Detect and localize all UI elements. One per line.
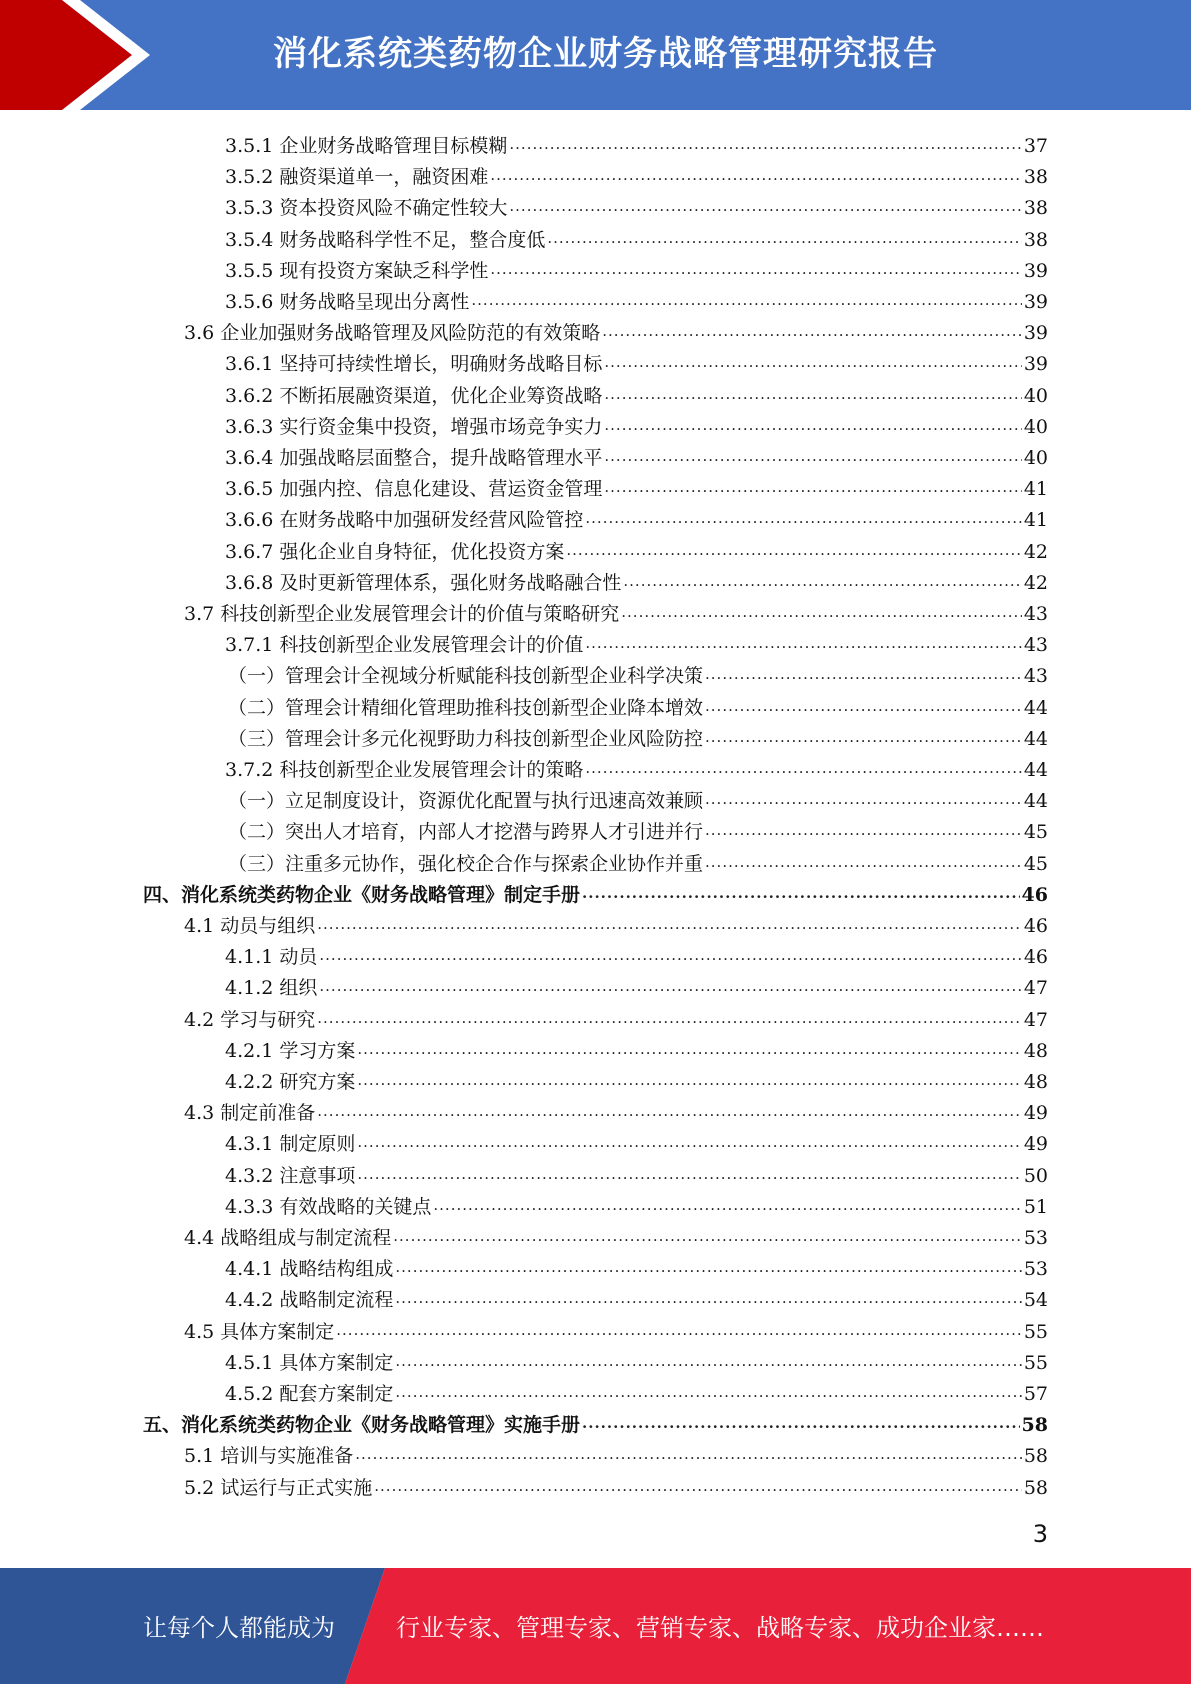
toc-dot-leader	[393, 1224, 1022, 1248]
toc-entry-label: 5.2 试运行与正式实施	[184, 1476, 373, 1499]
toc-dot-leader	[585, 631, 1021, 655]
toc-entry[interactable]	[184, 1001, 1048, 1032]
toc-dot-leader	[357, 1037, 1021, 1061]
toc-entry[interactable]	[184, 595, 1048, 626]
toc-dot-leader	[395, 1380, 1021, 1404]
toc-entry-page: 44	[1023, 696, 1048, 719]
toc-entry[interactable]	[225, 127, 1048, 158]
toc-entry-label: 4.1.2 组织	[225, 977, 318, 1000]
toc-entry[interactable]	[225, 439, 1048, 470]
toc-entry-label: 4.3 制定前准备	[184, 1102, 316, 1125]
toc-entry-page: 58	[1023, 1476, 1048, 1499]
toc-entry-label: 4.5 具体方案制定	[184, 1320, 335, 1343]
toc-dot-leader	[604, 444, 1021, 468]
toc-dot-leader	[582, 1411, 1020, 1435]
toc-dot-leader	[604, 350, 1021, 374]
toc-entry[interactable]	[228, 720, 1048, 751]
toc-entry-page: 50	[1023, 1164, 1048, 1187]
toc-entry[interactable]	[225, 158, 1048, 189]
toc-entry-page: 44	[1023, 790, 1048, 813]
toc-entry[interactable]	[184, 907, 1048, 938]
toc-entry-label: 4.5.2 配套方案制定	[225, 1383, 394, 1405]
toc-entry-label: 3.5.3 资本投资风险不确定性较大	[225, 197, 508, 220]
toc-entry[interactable]	[225, 1063, 1048, 1094]
toc-entry-page: 54	[1023, 1289, 1048, 1312]
toc-entry[interactable]	[184, 1469, 1048, 1500]
toc-entry-label: 4.2 学习与研究	[184, 1008, 316, 1031]
toc-entry-page: 37	[1023, 135, 1048, 157]
page-header	[0, 0, 1191, 110]
toc-entry-label: 3.7 科技创新型企业发展管理会计的价值与策略研究	[184, 603, 620, 625]
toc-entry[interactable]	[225, 345, 1048, 376]
toc-entry[interactable]	[184, 1313, 1048, 1344]
toc-entry-page: 48	[1023, 1039, 1048, 1062]
toc-dot-leader	[566, 538, 1021, 562]
toc-entry-page: 38	[1023, 197, 1048, 220]
toc-entry[interactable]	[225, 1157, 1048, 1188]
toc-entry[interactable]	[143, 1406, 1048, 1437]
toc-entry[interactable]	[225, 626, 1048, 657]
toc-entry-page: 53	[1023, 1258, 1048, 1281]
toc-dot-leader	[357, 1162, 1021, 1186]
toc-entry-page: 41	[1023, 478, 1048, 501]
toc-entry-page: 40	[1023, 415, 1048, 438]
toc-entry-page: 46	[1023, 915, 1048, 937]
toc-entry-page: 39	[1023, 291, 1048, 313]
toc-dot-leader	[319, 943, 1021, 967]
toc-entry[interactable]	[225, 470, 1048, 501]
toc-entry-label: 3.6.6 在财务战略中加强研发经营风险管控	[225, 509, 584, 532]
toc-entry-page: 39	[1023, 322, 1048, 345]
toc-entry-page: 43	[1023, 634, 1048, 657]
toc-entry[interactable]	[184, 314, 1048, 345]
toc-dot-leader	[433, 1193, 1021, 1217]
toc-entry[interactable]	[143, 876, 1048, 907]
toc-entry-label: （三）管理会计多元化视野助力科技创新型企业风险防控	[228, 727, 704, 750]
toc-dot-leader	[604, 382, 1021, 406]
toc-entry[interactable]	[225, 969, 1048, 1000]
toc-entry-page: 49	[1023, 1102, 1048, 1125]
toc-entry[interactable]	[225, 564, 1048, 595]
toc-dot-leader	[319, 974, 1021, 998]
toc-entry[interactable]	[228, 689, 1048, 720]
toc-entry-page: 58	[1021, 1414, 1048, 1437]
toc-entry-label: 3.5.2 融资渠道单一，融资困难	[225, 166, 489, 189]
toc-entry-label: 3.5.4 财务战略科学性不足，整合度低	[225, 228, 546, 251]
toc-dot-leader	[374, 1474, 1022, 1498]
toc-entry-label: 3.6.5 加强内控、信息化建设、营运资金管理	[225, 478, 603, 501]
toc-entry-page: 49	[1023, 1133, 1048, 1156]
toc-entry[interactable]	[225, 1344, 1048, 1375]
toc-entry-page: 48	[1023, 1071, 1048, 1093]
toc-entry[interactable]	[228, 813, 1048, 844]
toc-entry-page: 57	[1023, 1383, 1048, 1405]
toc-entry-label: 3.6.4 加强战略层面整合，提升战略管理水平	[225, 447, 603, 469]
toc-dot-leader	[490, 257, 1021, 281]
toc-entry-label: 4.4.1 战略结构组成	[225, 1258, 394, 1281]
toc-dot-leader	[604, 413, 1021, 437]
toc-entry-label: 四、消化系统类药物企业《财务战略管理》制定手册	[143, 883, 581, 906]
toc-entry-label: 4.4.2 战略制定流程	[225, 1289, 394, 1312]
toc-dot-leader	[585, 756, 1021, 780]
toc-entry-page: 43	[1023, 665, 1048, 688]
toc-entry-page: 47	[1023, 977, 1048, 1000]
footer-slogan-right: 行业专家、管理专家、营销专家、战略专家、成功企业家……	[396, 1614, 1044, 1642]
toc-dot-leader	[582, 881, 1020, 905]
toc-entry-page: 45	[1023, 852, 1048, 875]
toc-entry-label: 4.1.1 动员	[225, 946, 318, 969]
toc-entry[interactable]	[225, 1250, 1048, 1281]
toc-dot-leader	[705, 850, 1022, 874]
toc-dot-leader	[585, 506, 1021, 530]
toc-entry-label: 4.3.2 注意事项	[225, 1164, 356, 1187]
toc-entry-page: 40	[1023, 447, 1048, 469]
toc-dot-leader	[317, 1006, 1022, 1030]
toc-entry-label: 五、消化系统类药物企业《财务战略管理》实施手册	[143, 1414, 581, 1437]
toc-entry[interactable]	[225, 938, 1048, 969]
toc-entry[interactable]	[225, 252, 1048, 283]
toc-entry-label: 3.5.6 财务战略呈现出分离性	[225, 291, 470, 313]
toc-entry-label: 3.7.1 科技创新型企业发展管理会计的价值	[225, 634, 584, 657]
page-title: 消化系统类药物企业财务战略管理研究报告	[273, 34, 938, 74]
toc-dot-leader	[623, 569, 1021, 593]
toc-entry-label: 4.2.2 研究方案	[225, 1071, 356, 1093]
toc-entry[interactable]	[225, 533, 1048, 564]
toc-dot-leader	[705, 694, 1022, 718]
toc-entry-label: 3.6.2 不断拓展融资渠道，优化企业筹资战略	[225, 384, 603, 407]
footer-slogan-left: 让每个人都能成为	[143, 1614, 335, 1642]
toc-entry[interactable]	[228, 657, 1048, 688]
toc-dot-leader	[357, 1068, 1021, 1092]
toc-entry-page: 39	[1023, 353, 1048, 376]
toc-entry-page: 42	[1023, 571, 1048, 594]
toc-entry[interactable]	[184, 1094, 1048, 1125]
toc-entry-page: 43	[1023, 603, 1048, 625]
toc-entry[interactable]	[225, 283, 1048, 314]
toc-entry[interactable]	[225, 1375, 1048, 1406]
toc-entry[interactable]	[225, 408, 1048, 439]
toc-entry[interactable]	[184, 1219, 1048, 1250]
toc-entry[interactable]	[225, 1281, 1048, 1312]
toc-dot-leader	[395, 1349, 1021, 1373]
toc-entry-page: 38	[1023, 228, 1048, 251]
toc-dot-leader	[355, 1442, 1022, 1466]
toc-entry-page: 58	[1023, 1445, 1048, 1468]
toc-entry-page: 39	[1023, 259, 1048, 282]
toc-entry-page: 53	[1023, 1227, 1048, 1249]
toc-entry-page: 46	[1023, 946, 1048, 969]
toc-entry-label: （三）注重多元协作，强化校企合作与探索企业协作并重	[228, 852, 704, 875]
toc-dot-leader	[705, 662, 1022, 686]
toc-dot-leader	[509, 194, 1021, 218]
toc-entry[interactable]	[228, 845, 1048, 876]
toc-entry-page: 45	[1023, 821, 1048, 844]
toc-entry-label: 4.3.1 制定原则	[225, 1133, 356, 1156]
toc-entry-label: 3.6.1 坚持可持续性增长，明确财务战略目标	[225, 353, 603, 376]
toc-dot-leader	[602, 319, 1022, 343]
toc-entry-label: 4.2.1 学习方案	[225, 1039, 356, 1062]
toc-entry-label: 5.1 培训与实施准备	[184, 1445, 354, 1468]
toc-entry-label: （一）立足制度设计，资源优化配置与执行迅速高效兼顾	[228, 790, 704, 813]
toc-entry-label: （二）突出人才培育，内部人才挖潜与跨界人才引进并行	[228, 821, 704, 844]
toc-dot-leader	[357, 1130, 1021, 1154]
toc-entry-label: 4.4 战略组成与制定流程	[184, 1227, 392, 1249]
toc-entry-page: 41	[1023, 509, 1048, 532]
toc-entry[interactable]	[225, 1188, 1048, 1219]
toc-entry-label: 3.5.5 现有投资方案缺乏科学性	[225, 259, 489, 282]
toc-entry[interactable]	[225, 221, 1048, 252]
toc-dot-leader	[509, 132, 1021, 156]
toc-dot-leader	[705, 787, 1022, 811]
toc-entry-page: 55	[1023, 1320, 1048, 1343]
toc-entry-page: 51	[1023, 1195, 1048, 1218]
toc-entry-label: 4.3.3 有效战略的关键点	[225, 1195, 432, 1218]
toc-dot-leader	[395, 1286, 1021, 1310]
toc-dot-leader	[705, 725, 1022, 749]
toc-entry-label: （二）管理会计精细化管理助推科技创新型企业降本增效	[228, 696, 704, 719]
toc-entry-page: 44	[1023, 727, 1048, 750]
toc-dot-leader	[547, 226, 1021, 250]
toc-dot-leader	[705, 818, 1022, 842]
toc-entry[interactable]	[225, 377, 1048, 408]
toc-entry-page: 44	[1023, 759, 1048, 781]
page-number: 3	[1032, 1520, 1048, 1548]
toc-dot-leader	[471, 288, 1021, 312]
toc-entry[interactable]	[225, 751, 1048, 782]
toc-entry[interactable]	[225, 1032, 1048, 1063]
toc-entry-label: 3.6 企业加强财务战略管理及风险防范的有效策略	[184, 322, 601, 345]
toc-dot-leader	[317, 912, 1022, 936]
toc-entry-label: 3.6.3 实行资金集中投资，增强市场竞争实力	[225, 415, 603, 438]
toc-entry-page: 40	[1023, 384, 1048, 407]
toc-entry-label: 4.1 动员与组织	[184, 915, 316, 937]
toc-entry-label: 3.6.8 及时更新管理体系，强化财务战略融合性	[225, 571, 622, 594]
toc-entry-page: 42	[1023, 540, 1048, 563]
toc-dot-leader	[490, 163, 1021, 187]
toc-dot-leader	[621, 600, 1022, 624]
toc-dot-leader	[336, 1318, 1022, 1342]
toc-entry[interactable]	[184, 1437, 1048, 1468]
page-footer	[0, 1568, 1191, 1684]
toc-entry-label: （一）管理会计全视域分析赋能科技创新型企业科学决策	[228, 665, 704, 688]
toc-entry-page: 38	[1023, 166, 1048, 189]
toc-entry-page: 55	[1023, 1351, 1048, 1374]
toc-dot-leader	[604, 475, 1021, 499]
toc-entry[interactable]	[225, 189, 1048, 220]
toc-dot-leader	[395, 1255, 1021, 1279]
toc-entry-label: 3.7.2 科技创新型企业发展管理会计的策略	[225, 759, 584, 781]
toc-entry-page: 46	[1021, 883, 1048, 906]
toc-entry[interactable]	[228, 782, 1048, 813]
toc-entry-page: 47	[1023, 1008, 1048, 1031]
toc-dot-leader	[317, 1099, 1022, 1123]
toc-entry[interactable]	[225, 501, 1048, 532]
toc-entry-label: 3.5.1 企业财务战略管理目标模糊	[225, 135, 508, 157]
toc-entry-label: 4.5.1 具体方案制定	[225, 1351, 394, 1374]
toc-entry[interactable]	[225, 1125, 1048, 1156]
toc-entry-label: 3.6.7 强化企业自身特征，优化投资方案	[225, 540, 565, 563]
